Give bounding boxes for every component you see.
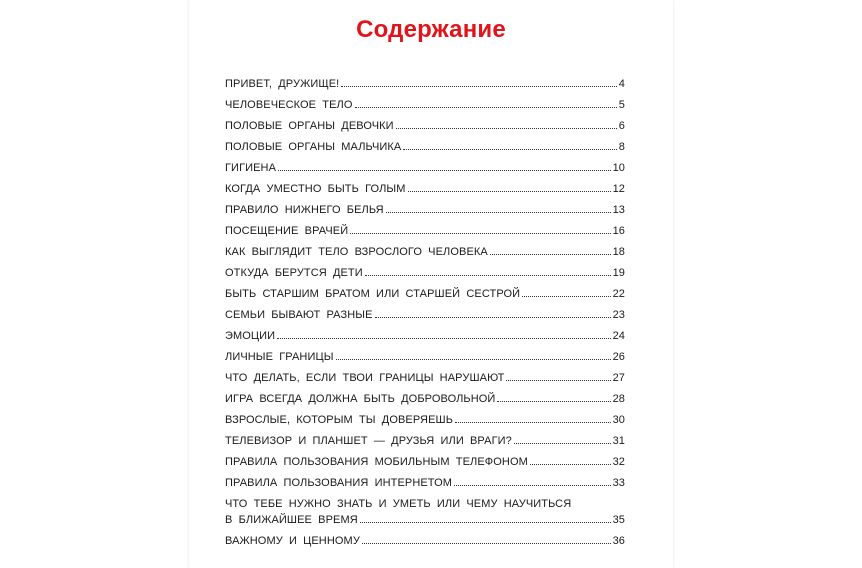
dot-leader xyxy=(506,379,610,381)
toc-entry xyxy=(225,99,625,120)
toc-entry-page: 36 xyxy=(612,535,625,547)
toc-entry xyxy=(225,204,625,225)
toc-entry xyxy=(225,351,625,372)
dot-leader xyxy=(336,358,611,360)
toc-entry-label: ТЕЛЕВИЗОР И ПЛАНШЕТ — ДРУЗЬЯ ИЛИ ВРАГИ? xyxy=(225,435,512,447)
toc-entry-page: 32 xyxy=(612,456,625,468)
dot-leader xyxy=(455,421,611,423)
toc-entry xyxy=(225,393,625,414)
dot-leader xyxy=(278,169,611,171)
toc-entry-label: ОТКУДА БЕРУТСЯ ДЕТИ xyxy=(225,267,363,279)
toc-entry xyxy=(225,246,625,267)
dot-leader xyxy=(403,148,616,150)
toc-entry xyxy=(225,330,625,351)
toc-entry xyxy=(225,288,625,309)
page-title: Содержание xyxy=(356,16,506,43)
toc-entry-label-line2: В БЛИЖАЙШЕЕ ВРЕМЯ xyxy=(225,514,358,526)
toc-entry-label: КАК ВЫГЛЯДИТ ТЕЛО ВЗРОСЛОГО ЧЕЛОВЕКА xyxy=(225,246,488,258)
toc-entry-page: 4 xyxy=(618,78,625,90)
toc-entry xyxy=(225,477,625,498)
toc-entry xyxy=(225,141,625,162)
toc-entry-label: КОГДА УМЕСТНО БЫТЬ ГОЛЫМ xyxy=(225,183,406,195)
toc-entry xyxy=(225,414,625,435)
toc-entry-page: 10 xyxy=(612,162,625,174)
toc-entry xyxy=(225,498,625,535)
toc-entry-page: 31 xyxy=(612,435,625,447)
toc-entry-page: 33 xyxy=(612,477,625,489)
toc-entry-label: ЛИЧНЫЕ ГРАНИЦЫ xyxy=(225,351,334,363)
toc-entry-page: 16 xyxy=(612,225,625,237)
dot-leader xyxy=(490,253,611,255)
toc-entry-label: ЧТО ТЕБЕ НУЖНО ЗНАТЬ И УМЕТЬ ИЛИ ЧЕМУ НАУЧИТЬСЯ xyxy=(225,498,572,510)
dot-leader xyxy=(375,316,611,318)
toc-entry-page: 27 xyxy=(612,372,625,384)
table-of-contents xyxy=(225,78,625,556)
toc-entry-label: ВАЖНОМУ И ЦЕННОМУ xyxy=(225,535,360,547)
toc-entry-label: ЧТО ДЕЛАТЬ, ЕСЛИ ТВОИ ГРАНИЦЫ НАРУШАЮТ xyxy=(225,372,505,384)
toc-entry-page: 30 xyxy=(612,414,625,426)
toc-entry-page: 24 xyxy=(612,330,625,342)
dot-leader xyxy=(360,521,611,523)
toc-entry-label: ПРАВИЛА ПОЛЬЗОВАНИЯ МОБИЛЬНЫМ ТЕЛЕФОНОМ xyxy=(225,456,528,468)
dot-leader xyxy=(277,337,610,339)
toc-entry-page: 8 xyxy=(618,141,625,153)
toc-entry-page: 6 xyxy=(618,120,625,132)
document-page xyxy=(189,0,673,568)
dot-leader xyxy=(362,542,611,544)
toc-entry-label: БЫТЬ СТАРШИМ БРАТОМ ИЛИ СТАРШЕЙ СЕСТРОЙ xyxy=(225,288,521,300)
toc-entry-label: ПРАВИЛА ПОЛЬЗОВАНИЯ ИНТЕРНЕТОМ xyxy=(225,477,453,489)
dot-leader xyxy=(514,442,611,444)
toc-entry xyxy=(225,162,625,183)
toc-entry-label: ПОЛОВЫЕ ОРГАНЫ МАЛЬЧИКА xyxy=(225,141,402,153)
toc-entry-page: 13 xyxy=(612,204,625,216)
toc-entry xyxy=(225,225,625,246)
dot-leader xyxy=(386,211,611,213)
toc-entry-page: 12 xyxy=(612,183,625,195)
toc-entry-page: 18 xyxy=(612,246,625,258)
toc-entry-label: ПРИВЕТ, ДРУЖИЩЕ! xyxy=(225,78,340,90)
dot-leader xyxy=(350,232,610,234)
toc-entry xyxy=(225,183,625,204)
dot-leader xyxy=(341,85,616,87)
toc-entry-page: 5 xyxy=(618,99,625,111)
toc-entry-page: 26 xyxy=(612,351,625,363)
dot-leader xyxy=(365,274,611,276)
toc-entry-page: 35 xyxy=(612,514,625,526)
toc-entry xyxy=(225,120,625,141)
toc-entry xyxy=(225,309,625,330)
dot-leader xyxy=(522,295,610,297)
toc-entry-page: 22 xyxy=(612,288,625,300)
toc-entry-label: ЧЕЛОВЕЧЕСКОЕ ТЕЛО xyxy=(225,99,353,111)
toc-entry-page: 19 xyxy=(612,267,625,279)
toc-entry-label: ПОСЕЩЕНИЕ ВРАЧЕЙ xyxy=(225,225,349,237)
toc-entry xyxy=(225,372,625,393)
dot-leader xyxy=(497,400,610,402)
toc-entry xyxy=(225,435,625,456)
dot-leader xyxy=(530,463,611,465)
toc-entry-label: ВЗРОСЛЫЕ, КОТОРЫМ ТЫ ДОВЕРЯЕШЬ xyxy=(225,414,454,426)
toc-entry-label: СЕМЬИ БЫВАЮТ РАЗНЫЕ xyxy=(225,309,373,321)
dot-leader xyxy=(355,106,617,108)
toc-entry-label: ПРАВИЛО НИЖНЕГО БЕЛЬЯ xyxy=(225,204,384,216)
toc-entry xyxy=(225,78,625,99)
dot-leader xyxy=(396,127,617,129)
dot-leader xyxy=(454,484,611,486)
toc-entry-label: ЭМОЦИИ xyxy=(225,330,276,342)
toc-entry-page: 23 xyxy=(612,309,625,321)
toc-entry-page: 28 xyxy=(612,393,625,405)
toc-entry xyxy=(225,535,625,556)
toc-entry-label: ПОЛОВЫЕ ОРГАНЫ ДЕВОЧКИ xyxy=(225,120,394,132)
dot-leader xyxy=(408,190,611,192)
toc-entry-label: ИГРА ВСЕГДА ДОЛЖНА БЫТЬ ДОБРОВОЛЬНОЙ xyxy=(225,393,496,405)
toc-entry-continuation xyxy=(225,514,625,526)
toc-entry xyxy=(225,456,625,477)
toc-entry-label: ГИГИЕНА xyxy=(225,162,277,174)
toc-entry xyxy=(225,267,625,288)
